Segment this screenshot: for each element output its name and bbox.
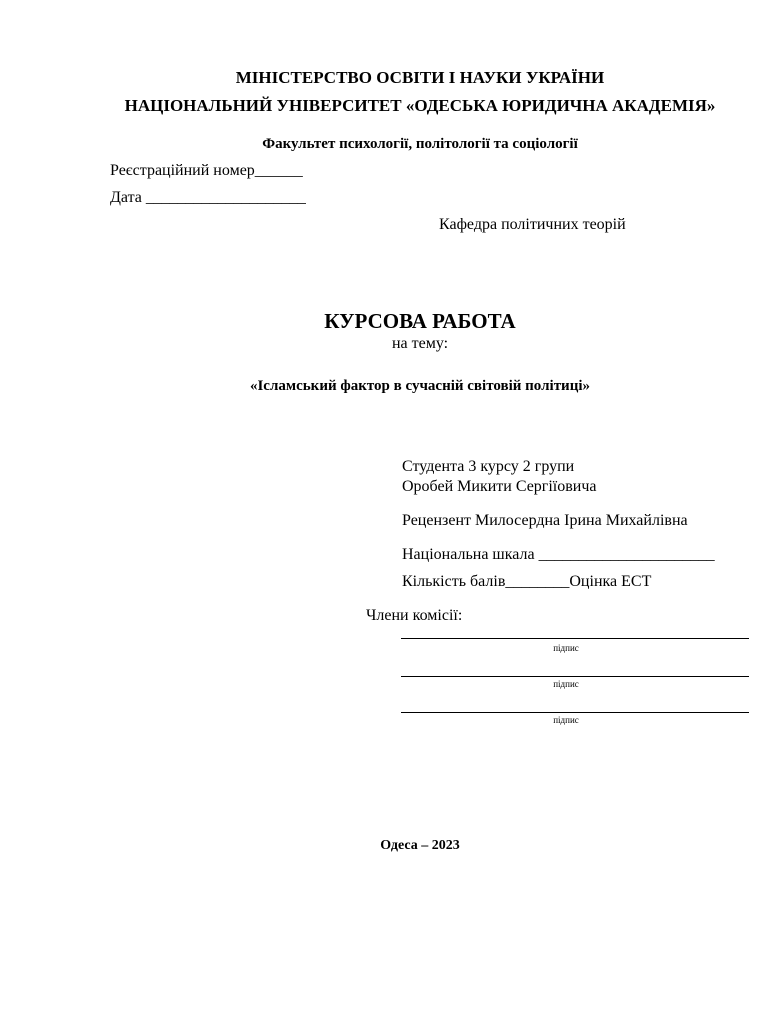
document-title: КУРСОВА РАБОТА	[324, 309, 516, 333]
document-subtitle: на тему:	[391, 335, 449, 352]
commission-label: Члени комісії:	[366, 607, 463, 624]
department-label: Кафедра політичних теорій	[439, 216, 626, 233]
signature-caption: підпис	[553, 643, 579, 653]
signature-line	[401, 676, 749, 677]
national-scale-line: Національна шкала ______________________	[402, 546, 715, 563]
faculty-heading: Факультет психології, політології та соціології	[262, 136, 578, 152]
ministry-heading: МІНІСТЕРСТВО ОСВІТИ І НАУКИ УКРАЇНИ	[235, 68, 605, 87]
university-heading: НАЦІОНАЛЬНИЙ УНІВЕРСИТЕТ «ОДЕСЬКА ЮРИДИЧНА АКАДЕМІЯ»	[124, 96, 716, 115]
points-grade-line: Кількість балів________Оцінка ЕСТ	[402, 573, 652, 590]
signature-line	[401, 638, 749, 639]
signature-caption: підпис	[553, 715, 579, 725]
work-topic: «Ісламський фактор в сучасній світовій політиці»	[249, 378, 591, 394]
student-name: Оробей Микити Сергіїовича	[402, 478, 597, 495]
signature-line	[401, 712, 749, 713]
registration-number-line: Реєстраційний номер______	[110, 162, 303, 179]
date-line: Дата ____________________	[110, 189, 306, 206]
signature-caption: підпис	[553, 679, 579, 689]
city-year-footer: Одеса – 2023	[380, 838, 460, 853]
student-course-group: Студента 3 курсу 2 групи	[402, 458, 575, 475]
reviewer-line: Рецензент Милосердна Ірина Михайлівна	[402, 512, 688, 529]
